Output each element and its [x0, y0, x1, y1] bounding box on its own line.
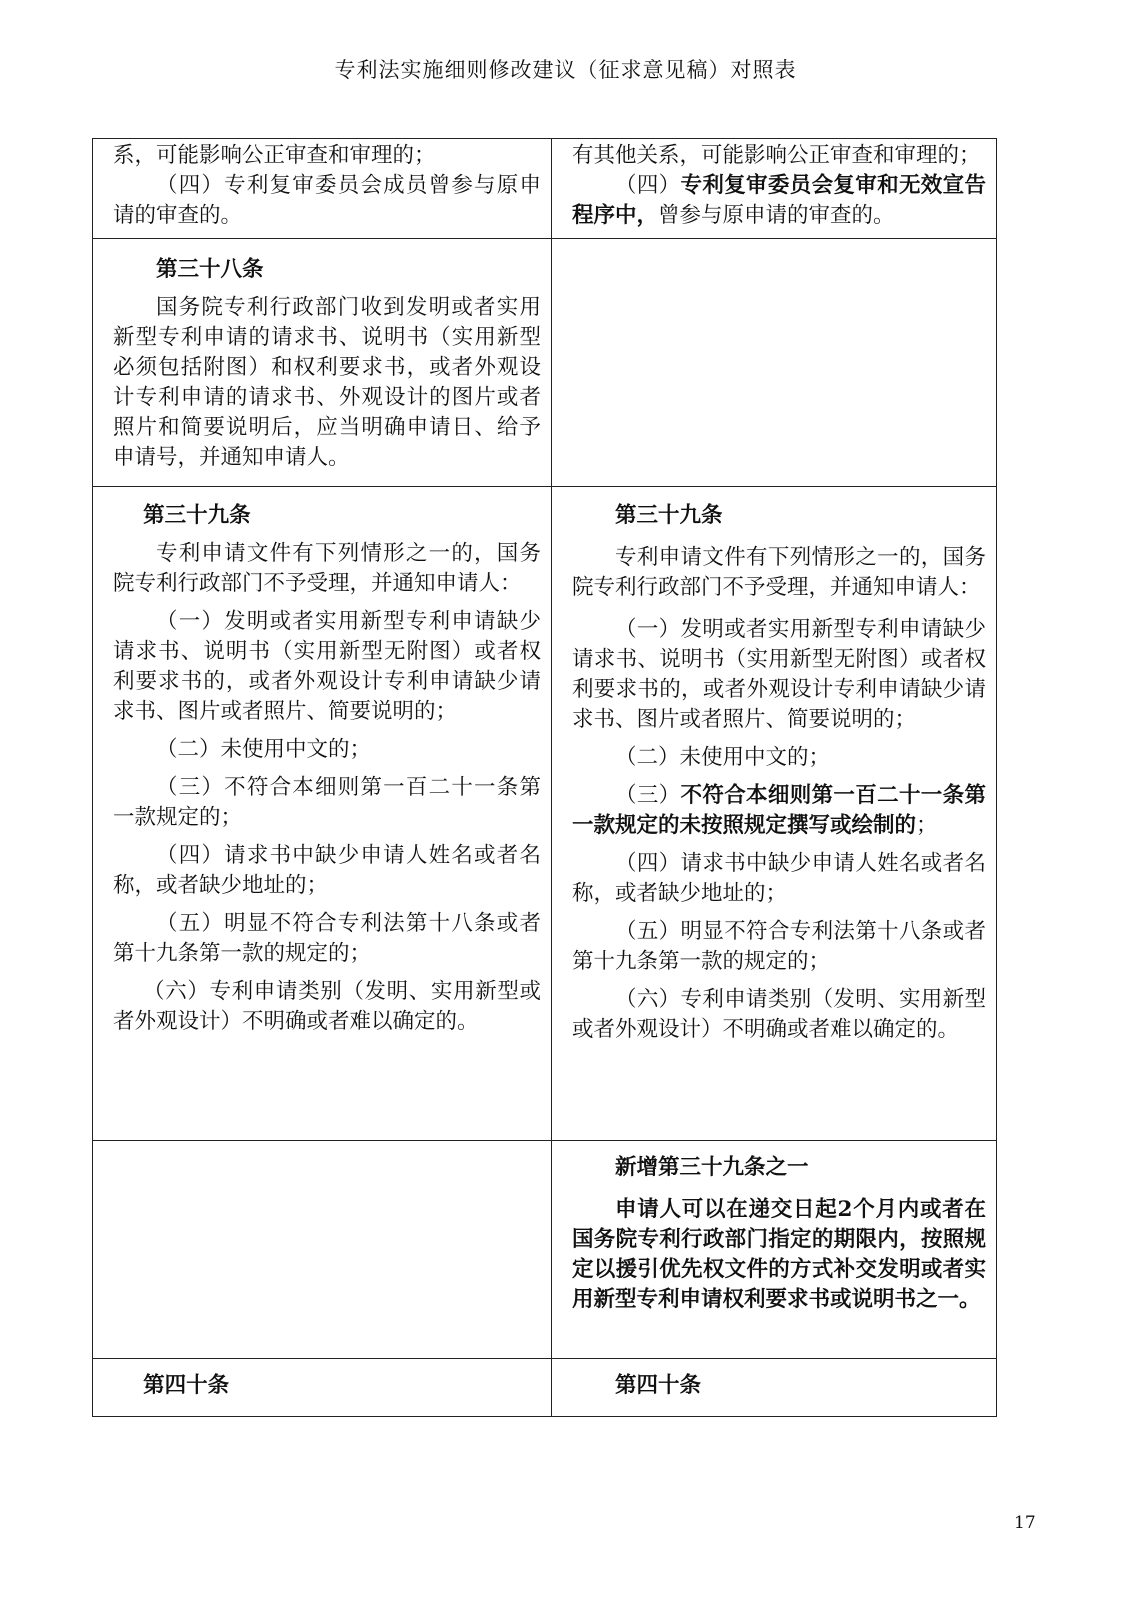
table-cell-revised — [552, 139, 997, 239]
paragraph: （三）不符合本细则第一百二十一条第一款规定的； — [113, 775, 541, 830]
table-cell-revised — [552, 1359, 997, 1417]
paragraph: （四）专利复审委员会成员曾参与原申请的审查的。 — [113, 173, 541, 228]
table-cell-original — [93, 239, 552, 487]
paragraph: 专利申请文件有下列情形之一的，国务院专利行政部门不予受理，并通知申请人： — [572, 545, 986, 600]
article-heading: 第三十九条 — [143, 503, 251, 528]
paragraph: （六）专利申请类别（发明、实用新型或者外观设计）不明确或者难以确定的。 — [113, 979, 541, 1034]
table-row — [93, 1359, 997, 1417]
table-cell-original — [93, 1141, 552, 1359]
paragraph: （五）明显不符合专利法第十八条或者第十九条第一款的规定的； — [572, 919, 986, 974]
paragraph — [572, 171, 986, 231]
page-number: 17 — [1014, 1513, 1036, 1533]
table-cell-revised — [552, 487, 997, 1141]
text-bold: 不符合本细则第一百二十一条第一款规定的未按照规定撰写或绘制的 — [572, 783, 986, 838]
paragraph: 国务院专利行政部门收到发明或者实用新型专利申请的请求书、说明书（实用新型必须包括附图）和权利要求书，或者外观设计专利申请的请求书、外观设计的图片或者照片和简要说明后，应当明确申请日、给予申请号，并通知申请人。 — [113, 295, 541, 470]
paragraph: （一）发明或者实用新型专利申请缺少请求书、说明书（实用新型无附图）或者权利要求书的，或者外观设计专利申请缺少请求书、图片或者照片、简要说明的； — [113, 609, 541, 724]
table-cell-revised — [552, 239, 997, 487]
paragraph — [572, 781, 986, 841]
text-normal: （三） — [615, 783, 681, 808]
table-row — [93, 487, 997, 1141]
table-row — [93, 139, 997, 239]
text-normal: 曾参与原申请的审查的。 — [658, 203, 895, 228]
paragraph: 系，可能影响公正审查和审理的； — [113, 143, 436, 168]
table-row — [93, 239, 997, 487]
article-heading: 第三十九条 — [615, 503, 723, 528]
text-normal: ； — [916, 813, 938, 838]
paragraph: （五）明显不符合专利法第十八条或者第十九条第一款的规定的； — [113, 911, 541, 966]
page-header: 专利法实施细则修改建议（征求意见稿）对照表 — [334, 58, 797, 82]
table-cell-original — [93, 487, 552, 1141]
paragraph: 专利申请文件有下列情形之一的，国务院专利行政部门不予受理，并通知申请人： — [113, 541, 541, 596]
comparison-table — [92, 138, 997, 1417]
article-heading: 第四十条 — [143, 1373, 230, 1398]
paragraph: 有其他关系，可能影响公正审查和审理的； — [572, 143, 981, 168]
paragraph: （四）请求书中缺少申请人姓名或者名称，或者缺少地址的； — [113, 843, 541, 898]
table-cell-original — [93, 139, 552, 239]
article-heading: 新增第三十九条之一 — [615, 1155, 809, 1180]
paragraph: （六）专利申请类别（发明、实用新型或者外观设计）不明确或者难以确定的。 — [572, 987, 986, 1042]
table-row — [93, 1141, 997, 1359]
text-normal: （四） — [615, 173, 681, 198]
text-bold: 专利复审委员会复审和无效宣告程序中， — [572, 173, 986, 228]
table-cell-revised — [552, 1141, 997, 1359]
paragraph: 申请人可以在递交日起2个月内或者在国务院专利行政部门指定的期限内，按照规定以援引优先权文件的方式补交发明或者实用新型专利申请权利要求书或说明书之一。 — [572, 1197, 986, 1312]
paragraph: （二）未使用中文的； — [156, 737, 372, 762]
paragraph: （一）发明或者实用新型专利申请缺少请求书、说明书（实用新型无附图）或者权利要求书的，或者外观设计专利申请缺少请求书、图片或者照片、简要说明的； — [572, 617, 986, 732]
paragraph: （四）请求书中缺少申请人姓名或者名称，或者缺少地址的； — [572, 851, 986, 906]
table-cell-original — [93, 1359, 552, 1417]
article-heading: 第三十八条 — [156, 257, 264, 282]
paragraph: （二）未使用中文的； — [615, 745, 831, 770]
article-heading: 第四十条 — [615, 1373, 702, 1398]
